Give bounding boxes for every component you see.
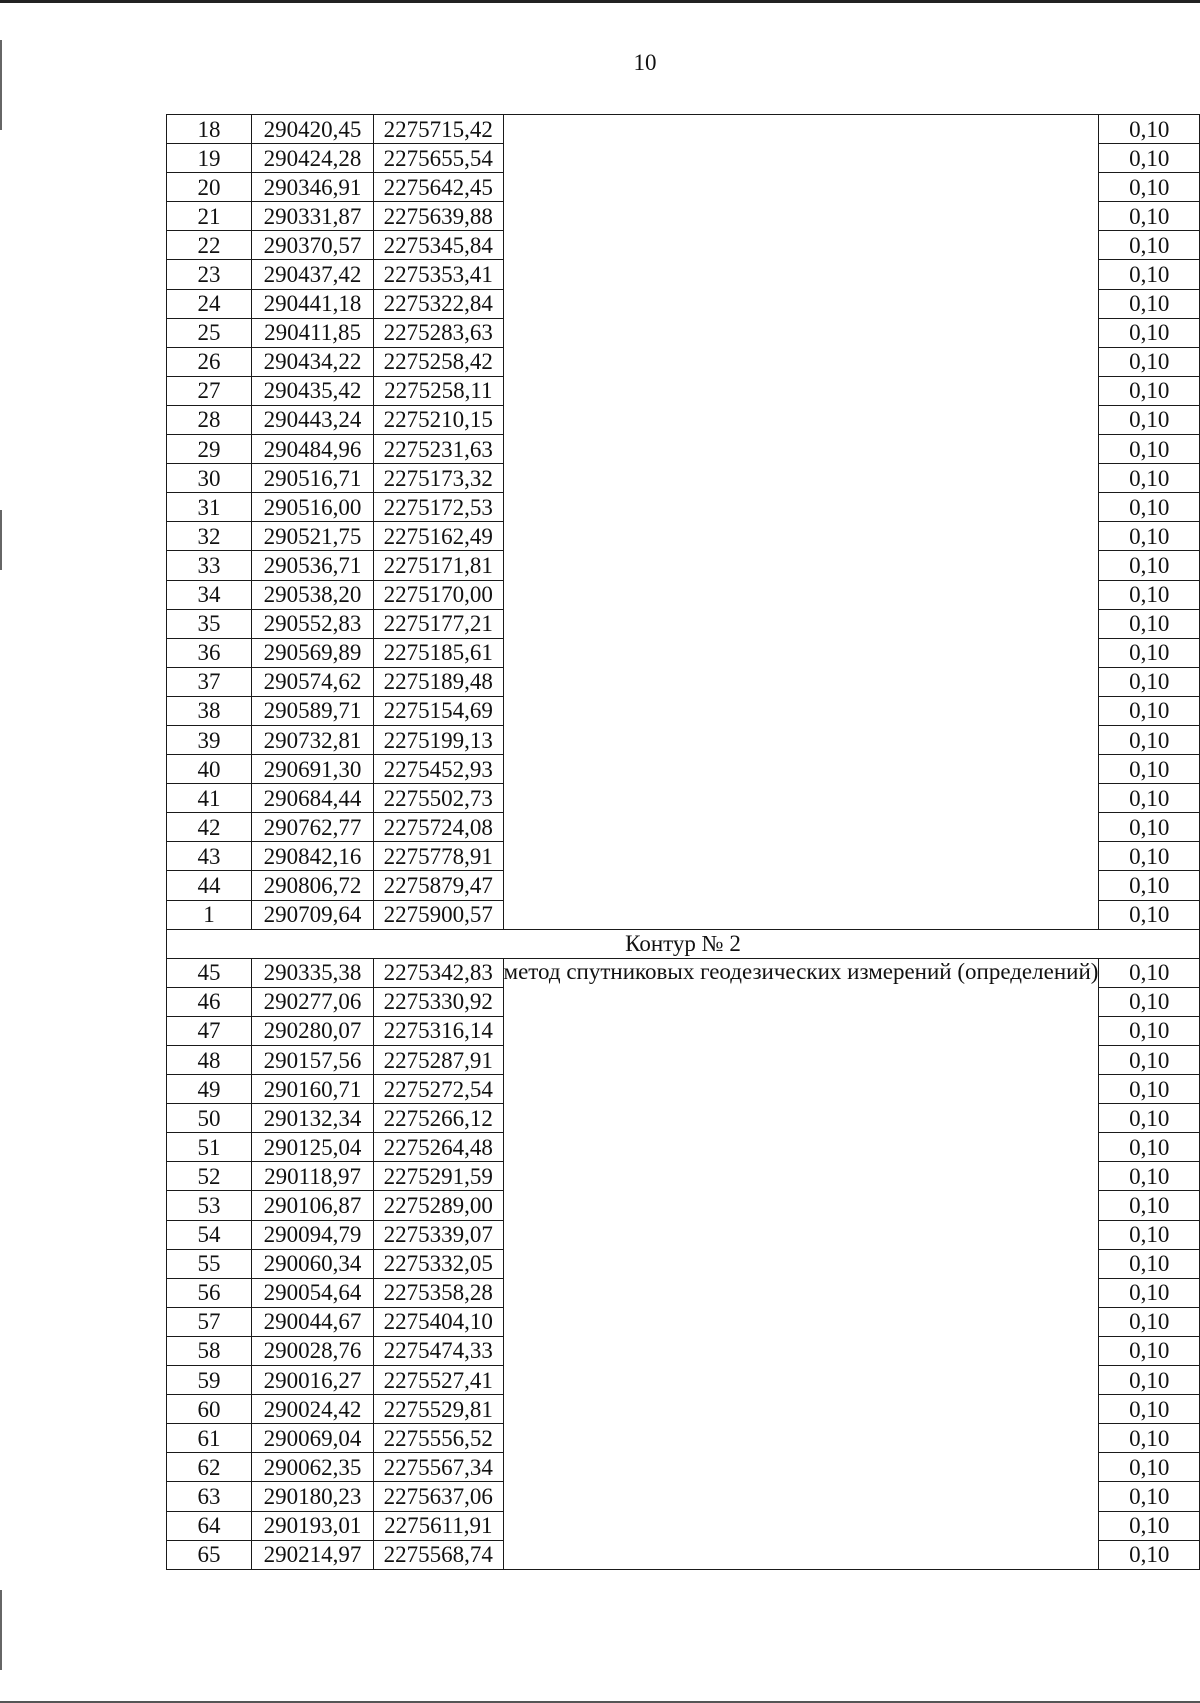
accuracy-cell: 0,10 bbox=[1099, 1366, 1200, 1395]
y-coordinate-cell: 2275322,84 bbox=[374, 289, 504, 318]
point-number-cell: 40 bbox=[167, 755, 252, 784]
point-number-cell: 41 bbox=[167, 784, 252, 813]
x-coordinate-cell: 290370,57 bbox=[252, 231, 374, 260]
point-number-cell: 51 bbox=[167, 1133, 252, 1162]
point-number-cell: 1 bbox=[167, 900, 252, 929]
point-number-cell: 57 bbox=[167, 1307, 252, 1336]
accuracy-cell: 0,10 bbox=[1099, 347, 1200, 376]
y-coordinate-cell: 2275173,32 bbox=[374, 464, 504, 493]
accuracy-cell: 0,10 bbox=[1099, 1016, 1200, 1045]
y-coordinate-cell: 2275172,53 bbox=[374, 493, 504, 522]
point-number-cell: 24 bbox=[167, 289, 252, 318]
y-coordinate-cell: 2275272,54 bbox=[374, 1075, 504, 1104]
y-coordinate-cell: 2275655,54 bbox=[374, 144, 504, 173]
y-coordinate-cell: 2275170,00 bbox=[374, 580, 504, 609]
point-number-cell: 45 bbox=[167, 958, 252, 987]
x-coordinate-cell: 290193,01 bbox=[252, 1511, 374, 1540]
x-coordinate-cell: 290569,89 bbox=[252, 638, 374, 667]
accuracy-cell: 0,10 bbox=[1099, 987, 1200, 1016]
x-coordinate-cell: 290132,34 bbox=[252, 1104, 374, 1133]
y-coordinate-cell: 2275342,83 bbox=[374, 958, 504, 987]
accuracy-cell: 0,10 bbox=[1099, 667, 1200, 696]
point-number-cell: 32 bbox=[167, 522, 252, 551]
point-number-cell: 62 bbox=[167, 1453, 252, 1482]
y-coordinate-cell: 2275266,12 bbox=[374, 1104, 504, 1133]
contour-2-label: Контур № 2 bbox=[167, 929, 1200, 958]
point-number-cell: 48 bbox=[167, 1046, 252, 1075]
y-coordinate-cell: 2275210,15 bbox=[374, 405, 504, 434]
accuracy-cell: 0,10 bbox=[1099, 580, 1200, 609]
point-number-cell: 39 bbox=[167, 725, 252, 754]
y-coordinate-cell: 2275258,11 bbox=[374, 376, 504, 405]
y-coordinate-cell: 2275287,91 bbox=[374, 1046, 504, 1075]
point-number-cell: 19 bbox=[167, 144, 252, 173]
point-number-cell: 60 bbox=[167, 1395, 252, 1424]
accuracy-cell: 0,10 bbox=[1099, 1307, 1200, 1336]
accuracy-cell: 0,10 bbox=[1099, 609, 1200, 638]
accuracy-cell: 0,10 bbox=[1099, 696, 1200, 725]
x-coordinate-cell: 290062,35 bbox=[252, 1453, 374, 1482]
accuracy-cell: 0,10 bbox=[1099, 231, 1200, 260]
point-number-cell: 31 bbox=[167, 493, 252, 522]
y-coordinate-cell: 2275639,88 bbox=[374, 202, 504, 231]
accuracy-cell: 0,10 bbox=[1099, 1540, 1200, 1569]
point-number-cell: 46 bbox=[167, 987, 252, 1016]
y-coordinate-cell: 2275199,13 bbox=[374, 725, 504, 754]
y-coordinate-cell: 2275177,21 bbox=[374, 609, 504, 638]
point-number-cell: 23 bbox=[167, 260, 252, 289]
point-number-cell: 26 bbox=[167, 347, 252, 376]
x-coordinate-cell: 290118,97 bbox=[252, 1162, 374, 1191]
point-number-cell: 30 bbox=[167, 464, 252, 493]
y-coordinate-cell: 2275171,81 bbox=[374, 551, 504, 580]
x-coordinate-cell: 290160,71 bbox=[252, 1075, 374, 1104]
point-number-cell: 34 bbox=[167, 580, 252, 609]
point-number-cell: 61 bbox=[167, 1424, 252, 1453]
y-coordinate-cell: 2275527,41 bbox=[374, 1366, 504, 1395]
y-coordinate-cell: 2275264,48 bbox=[374, 1133, 504, 1162]
x-coordinate-cell: 290094,79 bbox=[252, 1220, 374, 1249]
y-coordinate-cell: 2275452,93 bbox=[374, 755, 504, 784]
x-coordinate-cell: 290684,44 bbox=[252, 784, 374, 813]
accuracy-cell: 0,10 bbox=[1099, 871, 1200, 900]
accuracy-cell: 0,10 bbox=[1099, 1075, 1200, 1104]
y-coordinate-cell: 2275316,14 bbox=[374, 1016, 504, 1045]
x-coordinate-cell: 290424,28 bbox=[252, 144, 374, 173]
scan-left-mark bbox=[0, 1590, 2, 1670]
accuracy-cell: 0,10 bbox=[1099, 1104, 1200, 1133]
y-coordinate-cell: 2275879,47 bbox=[374, 871, 504, 900]
point-number-cell: 43 bbox=[167, 842, 252, 871]
accuracy-cell: 0,10 bbox=[1099, 522, 1200, 551]
y-coordinate-cell: 2275611,91 bbox=[374, 1511, 504, 1540]
point-number-cell: 63 bbox=[167, 1482, 252, 1511]
x-coordinate-cell: 290054,64 bbox=[252, 1278, 374, 1307]
x-coordinate-cell: 290214,97 bbox=[252, 1540, 374, 1569]
x-coordinate-cell: 290842,16 bbox=[252, 842, 374, 871]
point-number-cell: 54 bbox=[167, 1220, 252, 1249]
contour-2-body bbox=[167, 958, 1200, 1569]
accuracy-cell: 0,10 bbox=[1099, 1046, 1200, 1075]
y-coordinate-cell: 2275715,42 bbox=[374, 115, 504, 144]
point-number-cell: 37 bbox=[167, 667, 252, 696]
point-number-cell: 52 bbox=[167, 1162, 252, 1191]
y-coordinate-cell: 2275258,42 bbox=[374, 347, 504, 376]
accuracy-cell: 0,10 bbox=[1099, 638, 1200, 667]
y-coordinate-cell: 2275637,06 bbox=[374, 1482, 504, 1511]
x-coordinate-cell: 290028,76 bbox=[252, 1336, 374, 1365]
point-number-cell: 64 bbox=[167, 1511, 252, 1540]
point-number-cell: 35 bbox=[167, 609, 252, 638]
point-number-cell: 21 bbox=[167, 202, 252, 231]
y-coordinate-cell: 2275154,69 bbox=[374, 696, 504, 725]
point-number-cell: 25 bbox=[167, 318, 252, 347]
y-coordinate-cell: 2275345,84 bbox=[374, 231, 504, 260]
accuracy-cell: 0,10 bbox=[1099, 115, 1200, 144]
x-coordinate-cell: 290516,71 bbox=[252, 464, 374, 493]
x-coordinate-cell: 290280,07 bbox=[252, 1016, 374, 1045]
accuracy-cell: 0,10 bbox=[1099, 1162, 1200, 1191]
point-number-cell: 58 bbox=[167, 1336, 252, 1365]
accuracy-cell: 0,10 bbox=[1099, 1278, 1200, 1307]
x-coordinate-cell: 290335,38 bbox=[252, 958, 374, 987]
x-coordinate-cell: 290441,18 bbox=[252, 289, 374, 318]
point-number-cell: 50 bbox=[167, 1104, 252, 1133]
y-coordinate-cell: 2275189,48 bbox=[374, 667, 504, 696]
y-coordinate-cell: 2275330,92 bbox=[374, 987, 504, 1016]
table-row bbox=[167, 115, 1200, 144]
y-coordinate-cell: 2275567,34 bbox=[374, 1453, 504, 1482]
y-coordinate-cell: 2275568,74 bbox=[374, 1540, 504, 1569]
x-coordinate-cell: 290435,42 bbox=[252, 376, 374, 405]
x-coordinate-cell: 290346,91 bbox=[252, 173, 374, 202]
accuracy-cell: 0,10 bbox=[1099, 464, 1200, 493]
x-coordinate-cell: 290277,06 bbox=[252, 987, 374, 1016]
accuracy-cell: 0,10 bbox=[1099, 784, 1200, 813]
x-coordinate-cell: 290552,83 bbox=[252, 609, 374, 638]
x-coordinate-cell: 290732,81 bbox=[252, 725, 374, 754]
point-number-cell: 65 bbox=[167, 1540, 252, 1569]
accuracy-cell: 0,10 bbox=[1099, 1220, 1200, 1249]
accuracy-cell: 0,10 bbox=[1099, 1133, 1200, 1162]
y-coordinate-cell: 2275289,00 bbox=[374, 1191, 504, 1220]
accuracy-cell: 0,10 bbox=[1099, 289, 1200, 318]
x-coordinate-cell: 290060,34 bbox=[252, 1249, 374, 1278]
accuracy-cell: 0,10 bbox=[1099, 202, 1200, 231]
accuracy-cell: 0,10 bbox=[1099, 318, 1200, 347]
y-coordinate-cell: 2275556,52 bbox=[374, 1424, 504, 1453]
y-coordinate-cell: 2275642,45 bbox=[374, 173, 504, 202]
accuracy-cell: 0,10 bbox=[1099, 1511, 1200, 1540]
page-number: 10 bbox=[633, 50, 657, 75]
accuracy-cell: 0,10 bbox=[1099, 900, 1200, 929]
point-number-cell: 42 bbox=[167, 813, 252, 842]
accuracy-cell: 0,10 bbox=[1099, 551, 1200, 580]
accuracy-cell: 0,10 bbox=[1099, 376, 1200, 405]
accuracy-cell: 0,10 bbox=[1099, 435, 1200, 464]
accuracy-cell: 0,10 bbox=[1099, 405, 1200, 434]
y-coordinate-cell: 2275231,63 bbox=[374, 435, 504, 464]
accuracy-cell: 0,10 bbox=[1099, 260, 1200, 289]
point-number-cell: 38 bbox=[167, 696, 252, 725]
x-coordinate-cell: 290024,42 bbox=[252, 1395, 374, 1424]
scan-left-mark bbox=[0, 510, 2, 570]
accuracy-cell: 0,10 bbox=[1099, 842, 1200, 871]
x-coordinate-cell: 290016,27 bbox=[252, 1366, 374, 1395]
y-coordinate-cell: 2275358,28 bbox=[374, 1278, 504, 1307]
method-cell bbox=[503, 115, 1099, 930]
accuracy-cell: 0,10 bbox=[1099, 1336, 1200, 1365]
point-number-cell: 53 bbox=[167, 1191, 252, 1220]
point-number-cell: 49 bbox=[167, 1075, 252, 1104]
y-coordinate-cell: 2275529,81 bbox=[374, 1395, 504, 1424]
accuracy-cell: 0,10 bbox=[1099, 1453, 1200, 1482]
accuracy-cell: 0,10 bbox=[1099, 1191, 1200, 1220]
point-number-cell: 18 bbox=[167, 115, 252, 144]
y-coordinate-cell: 2275353,41 bbox=[374, 260, 504, 289]
x-coordinate-cell: 290521,75 bbox=[252, 522, 374, 551]
point-number-cell: 44 bbox=[167, 871, 252, 900]
accuracy-cell: 0,10 bbox=[1099, 173, 1200, 202]
point-number-cell: 20 bbox=[167, 173, 252, 202]
x-coordinate-cell: 290536,71 bbox=[252, 551, 374, 580]
x-coordinate-cell: 290331,87 bbox=[252, 202, 374, 231]
x-coordinate-cell: 290180,23 bbox=[252, 1482, 374, 1511]
x-coordinate-cell: 290437,42 bbox=[252, 260, 374, 289]
x-coordinate-cell: 290691,30 bbox=[252, 755, 374, 784]
contour-2-header-body bbox=[167, 929, 1200, 958]
accuracy-cell: 0,10 bbox=[1099, 813, 1200, 842]
accuracy-cell: 0,10 bbox=[1099, 493, 1200, 522]
point-number-cell: 29 bbox=[167, 435, 252, 464]
accuracy-cell: 0,10 bbox=[1099, 144, 1200, 173]
accuracy-cell: 0,10 bbox=[1099, 725, 1200, 754]
contour-2-header-row bbox=[167, 929, 1200, 958]
y-coordinate-cell: 2275339,07 bbox=[374, 1220, 504, 1249]
x-coordinate-cell: 290538,20 bbox=[252, 580, 374, 609]
point-number-cell: 33 bbox=[167, 551, 252, 580]
x-coordinate-cell: 290589,71 bbox=[252, 696, 374, 725]
accuracy-cell: 0,10 bbox=[1099, 1395, 1200, 1424]
x-coordinate-cell: 290806,72 bbox=[252, 871, 374, 900]
x-coordinate-cell: 290484,96 bbox=[252, 435, 374, 464]
y-coordinate-cell: 2275185,61 bbox=[374, 638, 504, 667]
point-number-cell: 22 bbox=[167, 231, 252, 260]
x-coordinate-cell: 290157,56 bbox=[252, 1046, 374, 1075]
y-coordinate-cell: 2275724,08 bbox=[374, 813, 504, 842]
x-coordinate-cell: 290125,04 bbox=[252, 1133, 374, 1162]
y-coordinate-cell: 2275900,57 bbox=[374, 900, 504, 929]
accuracy-cell: 0,10 bbox=[1099, 1249, 1200, 1278]
point-number-cell: 55 bbox=[167, 1249, 252, 1278]
x-coordinate-cell: 290044,67 bbox=[252, 1307, 374, 1336]
y-coordinate-cell: 2275291,59 bbox=[374, 1162, 504, 1191]
point-number-cell: 28 bbox=[167, 405, 252, 434]
y-coordinate-cell: 2275283,63 bbox=[374, 318, 504, 347]
y-coordinate-cell: 2275162,49 bbox=[374, 522, 504, 551]
scan-top-edge bbox=[0, 0, 1200, 3]
method-cell: метод спутниковых геодезических измерений (определений) bbox=[503, 958, 1099, 1569]
y-coordinate-cell: 2275502,73 bbox=[374, 784, 504, 813]
point-number-cell: 47 bbox=[167, 1016, 252, 1045]
x-coordinate-cell: 290434,22 bbox=[252, 347, 374, 376]
point-number-cell: 36 bbox=[167, 638, 252, 667]
point-number-cell: 56 bbox=[167, 1278, 252, 1307]
point-number-cell: 59 bbox=[167, 1366, 252, 1395]
coordinates-table bbox=[166, 114, 1200, 1570]
x-coordinate-cell: 290762,77 bbox=[252, 813, 374, 842]
x-coordinate-cell: 290420,45 bbox=[252, 115, 374, 144]
point-number-cell: 27 bbox=[167, 376, 252, 405]
y-coordinate-cell: 2275474,33 bbox=[374, 1336, 504, 1365]
contour-1-body bbox=[167, 115, 1200, 930]
y-coordinate-cell: 2275778,91 bbox=[374, 842, 504, 871]
x-coordinate-cell: 290516,00 bbox=[252, 493, 374, 522]
x-coordinate-cell: 290106,87 bbox=[252, 1191, 374, 1220]
y-coordinate-cell: 2275404,10 bbox=[374, 1307, 504, 1336]
x-coordinate-cell: 290411,85 bbox=[252, 318, 374, 347]
accuracy-cell: 0,10 bbox=[1099, 1482, 1200, 1511]
accuracy-cell: 0,10 bbox=[1099, 1424, 1200, 1453]
x-coordinate-cell: 290443,24 bbox=[252, 405, 374, 434]
table-row bbox=[167, 958, 1200, 987]
x-coordinate-cell: 290709,64 bbox=[252, 900, 374, 929]
x-coordinate-cell: 290069,04 bbox=[252, 1424, 374, 1453]
accuracy-cell: 0,10 bbox=[1099, 958, 1200, 987]
x-coordinate-cell: 290574,62 bbox=[252, 667, 374, 696]
y-coordinate-cell: 2275332,05 bbox=[374, 1249, 504, 1278]
accuracy-cell: 0,10 bbox=[1099, 755, 1200, 784]
